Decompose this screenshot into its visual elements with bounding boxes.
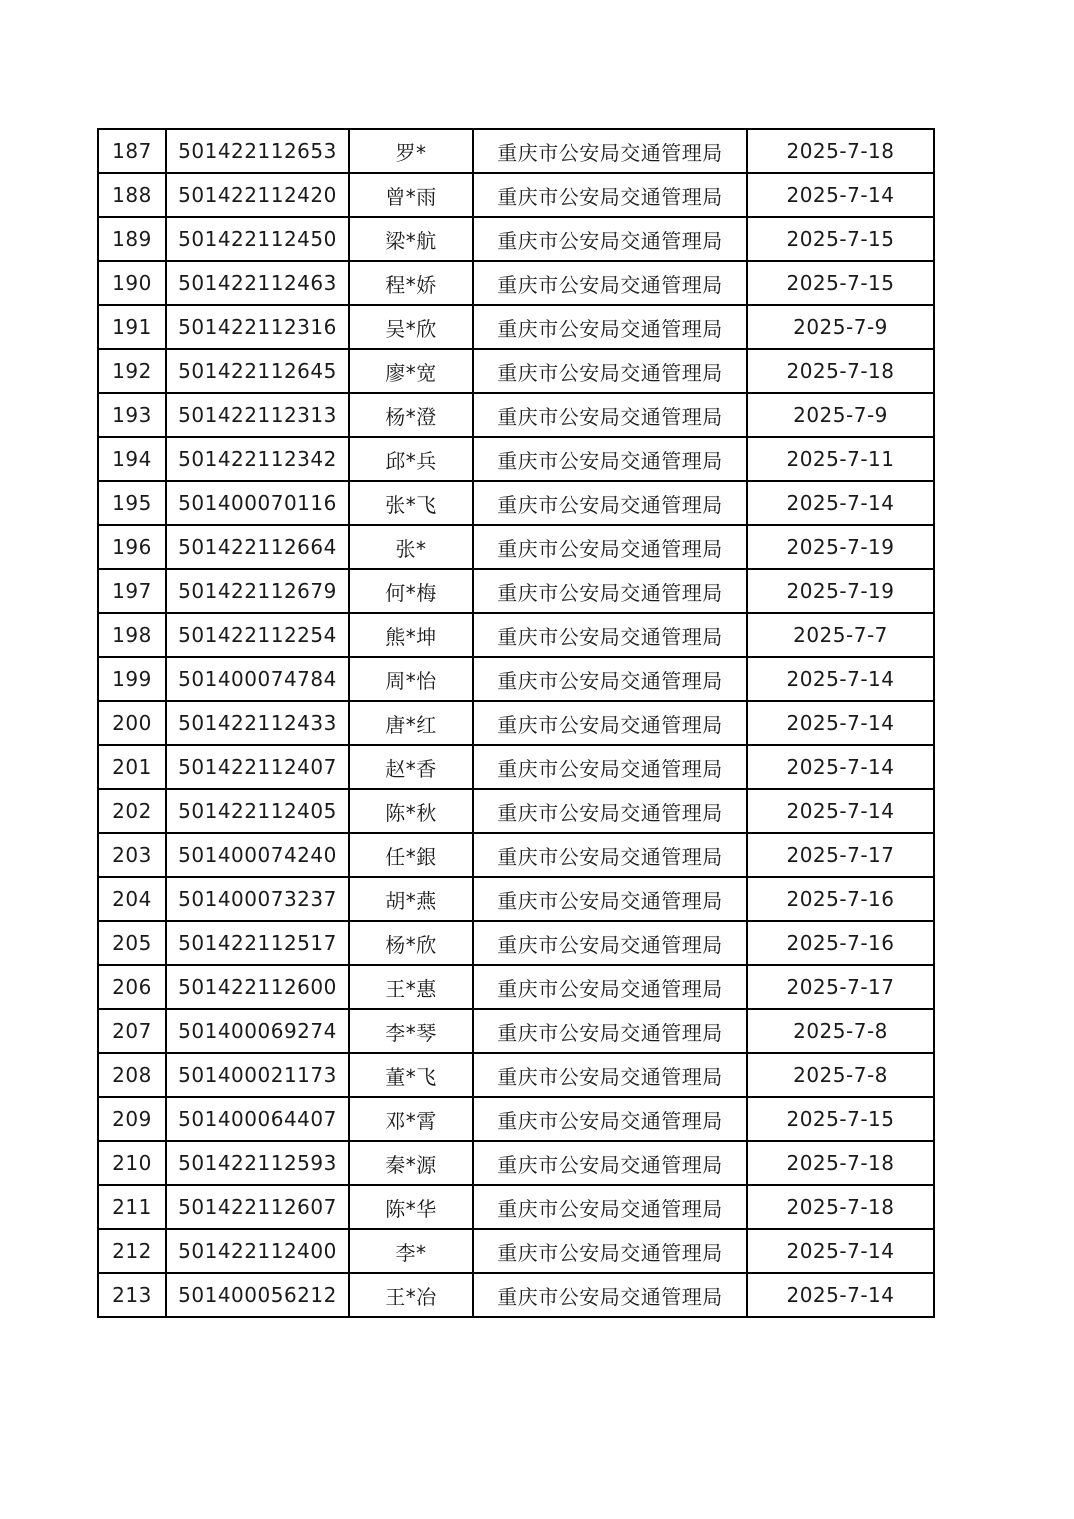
record-id-cell: 501422112450 [166, 217, 349, 261]
row-number-cell: 202 [98, 789, 166, 833]
date-cell: 2025-7-15 [747, 261, 934, 305]
record-id-cell: 501422112679 [166, 569, 349, 613]
organization-cell: 重庆市公安局交通管理局 [473, 1185, 747, 1229]
organization-cell: 重庆市公安局交通管理局 [473, 349, 747, 393]
table-row [98, 1273, 934, 1317]
table-row [98, 745, 934, 789]
row-number-cell: 199 [98, 657, 166, 701]
record-id-cell: 501422112600 [166, 965, 349, 1009]
row-number-cell: 192 [98, 349, 166, 393]
date-cell: 2025-7-19 [747, 569, 934, 613]
organization-cell: 重庆市公安局交通管理局 [473, 613, 747, 657]
organization-cell: 重庆市公安局交通管理局 [473, 789, 747, 833]
table-row [98, 833, 934, 877]
table-row [98, 657, 934, 701]
record-id-cell: 501400064407 [166, 1097, 349, 1141]
table-row [98, 877, 934, 921]
person-name-cell: 杨*欣 [349, 921, 473, 965]
table-row [98, 393, 934, 437]
row-number-cell: 188 [98, 173, 166, 217]
table-row [98, 261, 934, 305]
row-number-cell: 195 [98, 481, 166, 525]
date-cell: 2025-7-14 [747, 481, 934, 525]
date-cell: 2025-7-14 [747, 657, 934, 701]
record-id-cell: 501422112316 [166, 305, 349, 349]
date-cell: 2025-7-16 [747, 921, 934, 965]
record-id-cell: 501422112407 [166, 745, 349, 789]
date-cell: 2025-7-18 [747, 349, 934, 393]
organization-cell: 重庆市公安局交通管理局 [473, 437, 747, 481]
person-name-cell: 王*惠 [349, 965, 473, 1009]
table-row [98, 613, 934, 657]
row-number-cell: 187 [98, 129, 166, 173]
row-number-cell: 213 [98, 1273, 166, 1317]
date-cell: 2025-7-14 [747, 745, 934, 789]
table-row [98, 921, 934, 965]
table-row [98, 305, 934, 349]
record-id-cell: 501422112313 [166, 393, 349, 437]
organization-cell: 重庆市公安局交通管理局 [473, 1229, 747, 1273]
row-number-cell: 196 [98, 525, 166, 569]
table-row [98, 437, 934, 481]
organization-cell: 重庆市公安局交通管理局 [473, 525, 747, 569]
table-row [98, 701, 934, 745]
record-id-cell: 501422112405 [166, 789, 349, 833]
date-cell: 2025-7-17 [747, 965, 934, 1009]
date-cell: 2025-7-19 [747, 525, 934, 569]
date-cell: 2025-7-14 [747, 701, 934, 745]
table-row [98, 129, 934, 173]
person-name-cell: 熊*坤 [349, 613, 473, 657]
record-id-cell: 501422112517 [166, 921, 349, 965]
organization-cell: 重庆市公安局交通管理局 [473, 657, 747, 701]
row-number-cell: 201 [98, 745, 166, 789]
person-name-cell: 董*飞 [349, 1053, 473, 1097]
row-number-cell: 197 [98, 569, 166, 613]
date-cell: 2025-7-18 [747, 1141, 934, 1185]
record-id-cell: 501422112463 [166, 261, 349, 305]
person-name-cell: 程*娇 [349, 261, 473, 305]
organization-cell: 重庆市公安局交通管理局 [473, 921, 747, 965]
record-id-cell: 501400069274 [166, 1009, 349, 1053]
date-cell: 2025-7-11 [747, 437, 934, 481]
organization-cell: 重庆市公安局交通管理局 [473, 877, 747, 921]
table-row [98, 789, 934, 833]
organization-cell: 重庆市公安局交通管理局 [473, 1141, 747, 1185]
record-id-cell: 501422112433 [166, 701, 349, 745]
record-id-cell: 501422112400 [166, 1229, 349, 1273]
date-cell: 2025-7-15 [747, 217, 934, 261]
organization-cell: 重庆市公安局交通管理局 [473, 261, 747, 305]
person-name-cell: 邓*霄 [349, 1097, 473, 1141]
person-name-cell: 张* [349, 525, 473, 569]
person-name-cell: 何*梅 [349, 569, 473, 613]
roster-table [97, 128, 935, 1318]
table-row [98, 965, 934, 1009]
organization-cell: 重庆市公安局交通管理局 [473, 569, 747, 613]
row-number-cell: 198 [98, 613, 166, 657]
row-number-cell: 211 [98, 1185, 166, 1229]
table-row [98, 1229, 934, 1273]
row-number-cell: 191 [98, 305, 166, 349]
organization-cell: 重庆市公安局交通管理局 [473, 1097, 747, 1141]
row-number-cell: 212 [98, 1229, 166, 1273]
table-row [98, 1185, 934, 1229]
person-name-cell: 李*琴 [349, 1009, 473, 1053]
organization-cell: 重庆市公安局交通管理局 [473, 745, 747, 789]
person-name-cell: 张*飞 [349, 481, 473, 525]
date-cell: 2025-7-9 [747, 393, 934, 437]
person-name-cell: 罗* [349, 129, 473, 173]
row-number-cell: 204 [98, 877, 166, 921]
date-cell: 2025-7-17 [747, 833, 934, 877]
row-number-cell: 205 [98, 921, 166, 965]
record-id-cell: 501422112653 [166, 129, 349, 173]
record-id-cell: 501422112593 [166, 1141, 349, 1185]
organization-cell: 重庆市公安局交通管理局 [473, 129, 747, 173]
person-name-cell: 陈*秋 [349, 789, 473, 833]
person-name-cell: 廖*宽 [349, 349, 473, 393]
record-id-cell: 501400073237 [166, 877, 349, 921]
person-name-cell: 吴*欣 [349, 305, 473, 349]
person-name-cell: 任*銀 [349, 833, 473, 877]
record-id-cell: 501422112607 [166, 1185, 349, 1229]
record-id-cell: 501422112254 [166, 613, 349, 657]
person-name-cell: 秦*源 [349, 1141, 473, 1185]
table-row [98, 1009, 934, 1053]
date-cell: 2025-7-18 [747, 129, 934, 173]
organization-cell: 重庆市公安局交通管理局 [473, 305, 747, 349]
table-row [98, 569, 934, 613]
person-name-cell: 梁*航 [349, 217, 473, 261]
date-cell: 2025-7-14 [747, 1273, 934, 1317]
date-cell: 2025-7-7 [747, 613, 934, 657]
row-number-cell: 194 [98, 437, 166, 481]
table-row [98, 1053, 934, 1097]
organization-cell: 重庆市公安局交通管理局 [473, 217, 747, 261]
row-number-cell: 208 [98, 1053, 166, 1097]
row-number-cell: 200 [98, 701, 166, 745]
person-name-cell: 陈*华 [349, 1185, 473, 1229]
person-name-cell: 王*冶 [349, 1273, 473, 1317]
row-number-cell: 207 [98, 1009, 166, 1053]
organization-cell: 重庆市公安局交通管理局 [473, 701, 747, 745]
person-name-cell: 李* [349, 1229, 473, 1273]
person-name-cell: 邱*兵 [349, 437, 473, 481]
table-row [98, 217, 934, 261]
table-row [98, 173, 934, 217]
roster-table-body [98, 129, 934, 1317]
record-id-cell: 501400021173 [166, 1053, 349, 1097]
organization-cell: 重庆市公安局交通管理局 [473, 173, 747, 217]
organization-cell: 重庆市公安局交通管理局 [473, 965, 747, 1009]
row-number-cell: 210 [98, 1141, 166, 1185]
person-name-cell: 胡*燕 [349, 877, 473, 921]
row-number-cell: 193 [98, 393, 166, 437]
row-number-cell: 190 [98, 261, 166, 305]
row-number-cell: 206 [98, 965, 166, 1009]
date-cell: 2025-7-14 [747, 1229, 934, 1273]
date-cell: 2025-7-8 [747, 1009, 934, 1053]
table-row [98, 1097, 934, 1141]
table-row [98, 481, 934, 525]
record-id-cell: 501422112664 [166, 525, 349, 569]
date-cell: 2025-7-9 [747, 305, 934, 349]
date-cell: 2025-7-15 [747, 1097, 934, 1141]
person-name-cell: 周*怡 [349, 657, 473, 701]
person-name-cell: 杨*澄 [349, 393, 473, 437]
record-id-cell: 501422112645 [166, 349, 349, 393]
row-number-cell: 189 [98, 217, 166, 261]
record-id-cell: 501400070116 [166, 481, 349, 525]
person-name-cell: 唐*红 [349, 701, 473, 745]
person-name-cell: 赵*香 [349, 745, 473, 789]
date-cell: 2025-7-14 [747, 173, 934, 217]
record-id-cell: 501400074784 [166, 657, 349, 701]
organization-cell: 重庆市公安局交通管理局 [473, 1009, 747, 1053]
organization-cell: 重庆市公安局交通管理局 [473, 833, 747, 877]
date-cell: 2025-7-18 [747, 1185, 934, 1229]
organization-cell: 重庆市公安局交通管理局 [473, 481, 747, 525]
row-number-cell: 203 [98, 833, 166, 877]
row-number-cell: 209 [98, 1097, 166, 1141]
date-cell: 2025-7-16 [747, 877, 934, 921]
table-row [98, 349, 934, 393]
organization-cell: 重庆市公安局交通管理局 [473, 1053, 747, 1097]
date-cell: 2025-7-14 [747, 789, 934, 833]
organization-cell: 重庆市公安局交通管理局 [473, 1273, 747, 1317]
table-row [98, 1141, 934, 1185]
record-id-cell: 501422112342 [166, 437, 349, 481]
record-id-cell: 501400074240 [166, 833, 349, 877]
record-id-cell: 501400056212 [166, 1273, 349, 1317]
person-name-cell: 曾*雨 [349, 173, 473, 217]
table-row [98, 525, 934, 569]
date-cell: 2025-7-8 [747, 1053, 934, 1097]
record-id-cell: 501422112420 [166, 173, 349, 217]
organization-cell: 重庆市公安局交通管理局 [473, 393, 747, 437]
